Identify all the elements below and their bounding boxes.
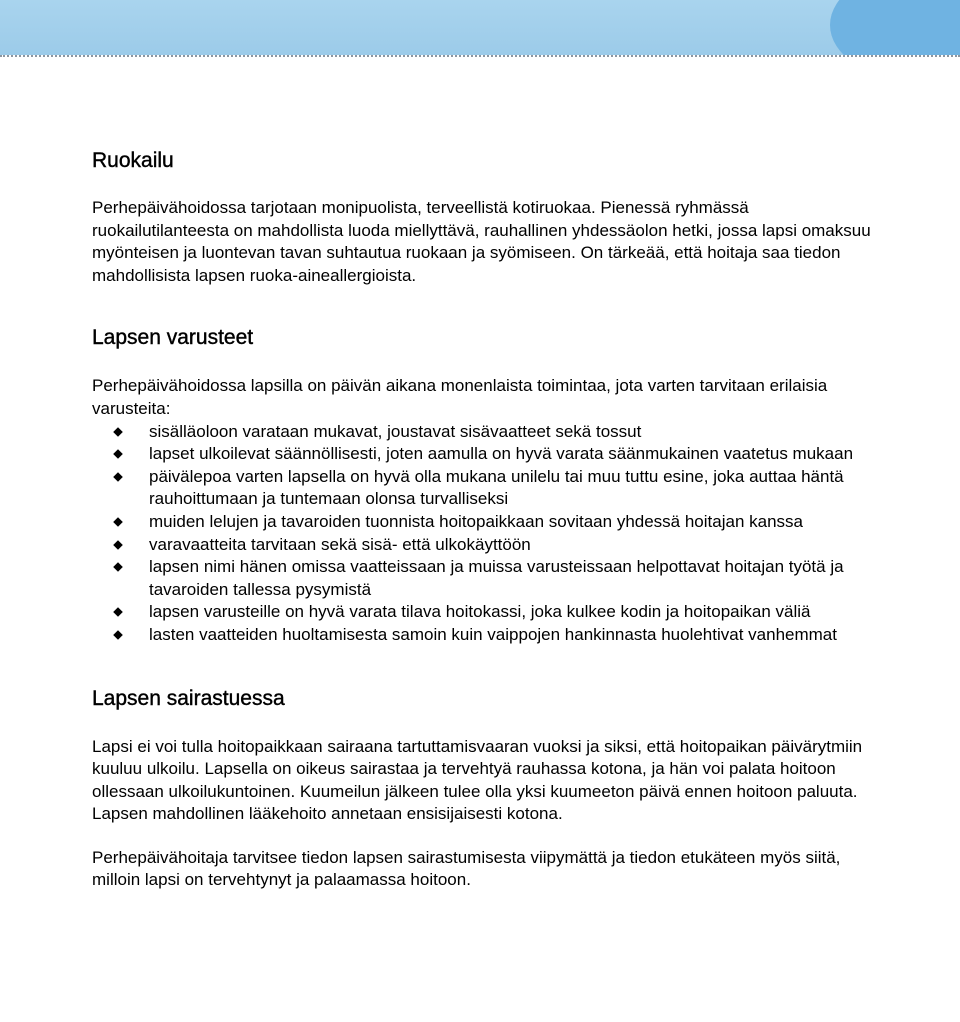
section-lapsen-varusteet [92,323,872,646]
section-intro: Perhepäivähoidossa lapsilla on päivän aikana monenlaista toimintaa, jota varten tarvitaan erilaisia varusteita: [92,376,828,418]
section-paragraph: Perhepäivähoitaja tarvitsee tiedon lapsen sairastumisesta viipymättä ja tiedon etukäteen myös siitä, milloin lapsi on tervehtynyt ja palaamassa hoitoon. [92,847,841,890]
bullet-icon [113,517,123,527]
bullet-icon [113,562,123,572]
list-item [92,601,872,624]
list-item-text: varavaatteita tarvitaan sekä sisä- että ulkokäyttöön [149,534,531,554]
section-paragraph: Perhepäivähoidossa tarjotaan monipuolista, terveellistä kotiruokaa. Pienessä ryhmässä ruokailutilanteesta on mahdollista luoda miellyttävä, rauhallinen yhdessäolon hetki, jossa lapsi omaksuu myönteisen ja luontevan tavan suhtautua ruokaan ja syömiseen. On tärkeää, että hoitaja saa tiedon mahdollisista lapsen ruoka-aineallergioista. [92,198,871,285]
equipment-list [92,421,872,647]
header-dotted-divider [0,55,960,57]
list-item [92,534,872,557]
bullet-icon [113,540,123,550]
list-item [92,624,872,647]
list-item-text: lapset ulkoilevat säännöllisesti, joten aamulla on hyvä varata säänmukainen vaatetus mukaan [149,444,854,464]
header-accent-shape [830,0,960,55]
header-band [0,0,960,55]
document-body [92,146,872,892]
list-item-text: sisälläoloon varataan mukavat, joustavat sisävaatteet sekä tossut [149,421,642,441]
section-paragraph: Lapsi ei voi tulla hoitopaikkaan sairaana tartuttamisvaaran vuoksi ja siksi, että hoitopaikan päivärytmiin kuuluu ulkoilu. Lapsella on oikeus sairastaa ja tervehtyä rauhassa kotona, ja hän voi palata hoitoon ollessaan ulkoilukuntoinen. Kuumeilun jälkeen tulee olla yksi kuumeeton päivä ennen hoitoon paluuta. Lapsen mahdollinen lääkehoito annetaan ensisijaisesti kotona. [92,736,863,824]
list-item-text: lapsen varusteille on hyvä varata tilava hoitokassi, joka kulkee kodin ja hoitopaikan väliä [149,602,811,622]
list-item [92,443,872,466]
list-item-text: lapsen nimi hänen omissa vaatteissaan ja muissa varusteissaan helpottavat hoitajan työtä ja tavaroiden tallessa pysymistä [149,557,844,599]
section-heading: Ruokailu [92,149,174,172]
bullet-icon [113,449,123,459]
bullet-icon [113,472,123,482]
bullet-icon [113,608,123,618]
list-item [92,511,872,534]
list-item [92,466,872,511]
section-heading: Lapsen sairastuessa [92,686,285,710]
list-item-text: muiden lelujen ja tavaroiden tuonnista hoitopaikkaan sovitaan yhdessä hoitajan kanssa [149,511,803,531]
bullet-icon [113,630,123,640]
section-heading: Lapsen varusteet [92,326,254,350]
bullet-icon [113,427,123,437]
list-item-text: päivälepoa varten lapsella on hyvä olla mukana unilelu tai muu tuttu esine, joka auttaa häntä rauhoittumaan ja tuntemaan olonsa turvalliseksi [149,466,844,509]
list-item [92,556,872,601]
section-ruokailu [92,146,872,287]
list-item [92,421,872,444]
section-lapsen-sairastuessa [92,684,872,893]
list-item-text: lasten vaatteiden huoltamisesta samoin kuin vaippojen hankinnasta huolehtivat vanhemmat [149,624,837,644]
